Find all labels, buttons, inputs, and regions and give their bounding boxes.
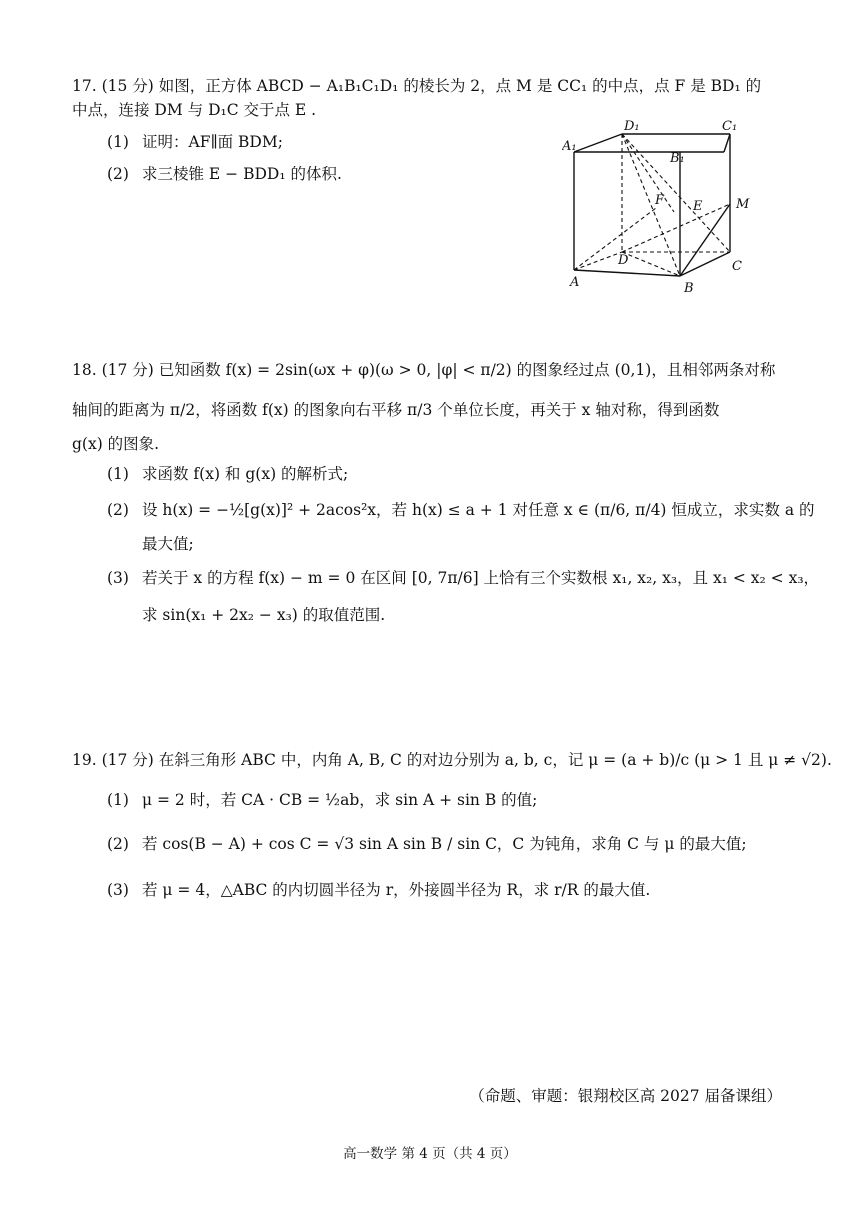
q17-stem: 17. (15 分) 如图，正方体 ABCD − A₁B₁C₁D₁ 的棱长为 2，点 M 是 CC₁ 的中点，点 F 是 BD₁ 的: [72, 77, 762, 95]
label-M: M: [736, 197, 750, 212]
question-18: [72, 350, 820, 632]
q18-part-3: [72, 558, 820, 632]
q19-part-1-num: (1): [107, 791, 129, 809]
label-B: B: [684, 281, 694, 296]
label-A: A: [570, 275, 580, 290]
q18-stem-3: g(x) 的图象.: [72, 435, 160, 453]
q19-part-1-text: μ = 2 时，若 CA · CB = ½ab，求 sin A + sin B 的值;: [142, 791, 538, 809]
q19-stem: 19. (17 分) 在斜三角形 ABC 中，内角 A, B, C 的对边分别为 a, b, c，记 μ = (a + b)/c (μ > 1 且 μ ≠ √2).: [72, 751, 832, 769]
label-B1: B₁: [670, 151, 685, 166]
label-F: F: [655, 193, 665, 208]
q19-part-3: [72, 868, 794, 912]
q19-part-1: [72, 780, 794, 820]
q18-part-1-text: 求函数 f(x) 和 g(x) 的解析式;: [142, 465, 349, 483]
q19-part-2-num: (2): [107, 835, 129, 853]
q18-part-3-num: (3): [107, 569, 129, 587]
q18-part-2-num: (2): [107, 501, 129, 519]
q19-part-3-text: 若 μ = 4，△ABC 的内切圆半径为 r，外接圆半径为 R，求 r/R 的最大值.: [142, 881, 651, 899]
q19-part-3-num: (3): [107, 881, 129, 899]
label-D: D: [618, 253, 629, 268]
q18-part-1: [72, 458, 794, 490]
authoring-credit: （命题、审题：银翔校区高 2027 届备课组）: [469, 1087, 782, 1105]
q18-part-2-text-cont: 最大值;: [142, 535, 194, 553]
cube-figure: [562, 112, 762, 302]
q19-part-2: [72, 820, 794, 868]
question-19: [72, 740, 832, 912]
q17-part-1-num: (1): [107, 133, 129, 151]
label-E: E: [693, 199, 703, 214]
label-A1: A₁: [562, 139, 577, 154]
label-D1: D₁: [624, 119, 640, 134]
q17-part-2-text: 求三棱锥 E − BDD₁ 的体积.: [142, 165, 342, 183]
q18-part-3-text-cont: 求 sin(x₁ + 2x₂ − x₃) 的取值范围.: [142, 606, 386, 624]
label-C: C: [732, 259, 742, 274]
q17-stem-cont: 中点，连接 DM 与 D₁C 交于点 E .: [72, 101, 317, 119]
q18-part-2-text: 设 h(x) = −½[g(x)]² + 2acos²x，若 h(x) ≤ a + 1 对任意 x ∈ (π/6, π/4) 恒成立，求实数 a 的: [142, 501, 815, 519]
q18-part-3-text: 若关于 x 的方程 f(x) − m = 0 在区间 [0, 7π/6] 上恰有三个实数根 x₁, x₂, x₃，且 x₁ < x₂ < x₃，: [142, 569, 820, 587]
q18-stem-2: 轴间的距离为 π/2，将函数 f(x) 的图象向右平移 π/3 个单位长度，再关于 x 轴对称，得到函数: [72, 401, 720, 419]
q18-part-1-num: (1): [107, 465, 129, 483]
q17-part-1-text: 证明：AF∥面 BDM;: [142, 133, 283, 151]
q19-part-2-text: 若 cos(B − A) + cos C = √3 sin A sin B / sin C，C 为钝角，求角 C 与 μ 的最大值;: [142, 835, 747, 853]
page-footer: 高一数学 第 4 页（共 4 页）: [343, 1146, 517, 1162]
q18-part-2: [72, 490, 815, 558]
label-C1: C₁: [722, 119, 738, 134]
q18-stem-1: 18. (17 分) 已知函数 f(x) = 2sin(ωx + φ)(ω > 0, |φ| < π/2) 的图象经过点 (0,1)，且相邻两条对称: [72, 361, 776, 379]
q17-part-2-num: (2): [107, 165, 129, 183]
